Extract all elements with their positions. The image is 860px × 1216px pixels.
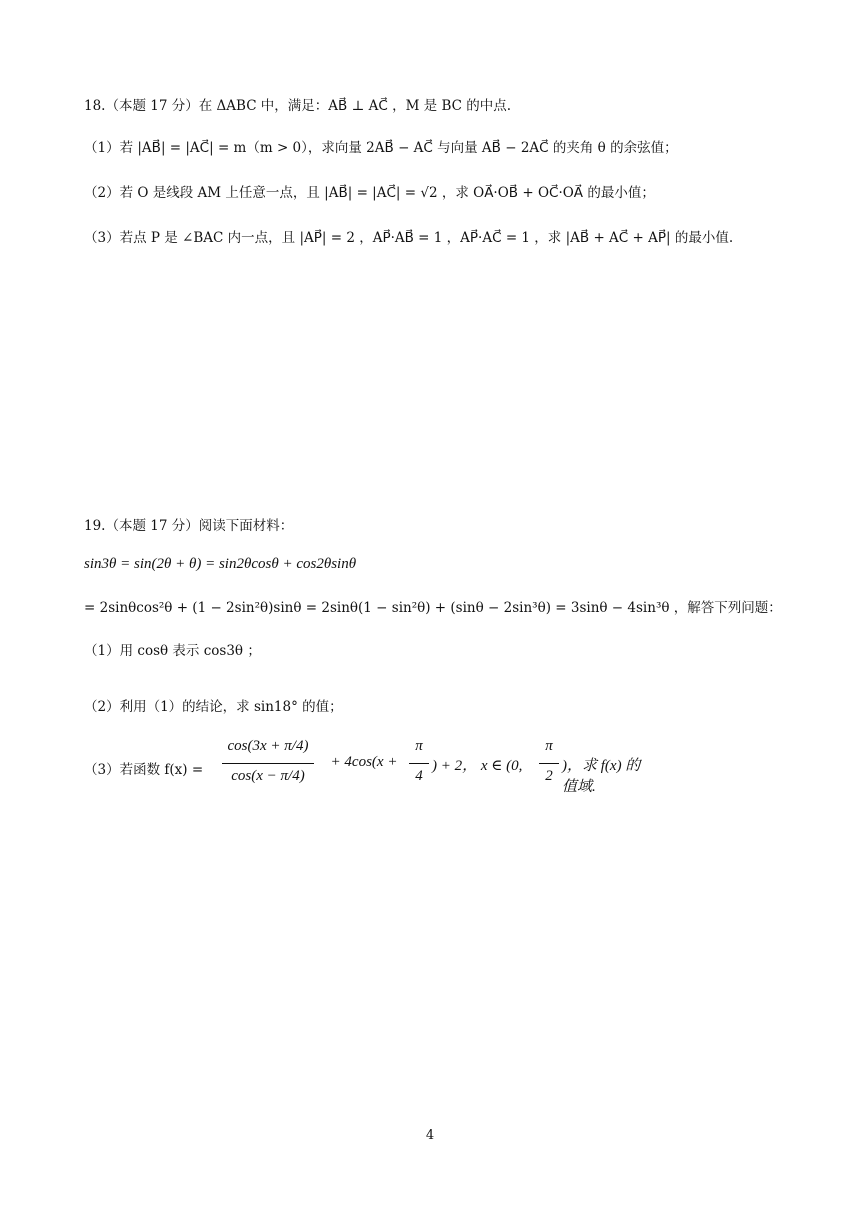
formula-middle: + 4cos(x + (330, 754, 398, 770)
formula-suffix: )，求 f(x) 的值域. (562, 758, 641, 795)
pi-denominator-four: 4 (415, 768, 423, 784)
interval-fraction-bar (539, 763, 559, 764)
fraction-denominator: cos(x − π/4) (231, 768, 305, 784)
pi-numerator: π (415, 738, 423, 754)
q19-equation-2: = 2sinθcos²θ + (1 − 2sin²θ)sinθ = 2sinθ(1 − sin²θ) + (sinθ − 2sin³θ) = 3sinθ − 4sin³θ ，解答下列问题： (84, 600, 782, 616)
q18-part2: （2）若 O 是线段 AM 上任意一点，且 |AB⃗| = |AC⃗| = √2 ，求 OA⃗·OB⃗ + OC⃗·OA⃗ 的最小值； (84, 185, 655, 201)
q19-equation-1: sin3θ = sin(2θ + θ) = sin2θcosθ + cos2θsinθ (84, 556, 357, 572)
q19-part1: （1）用 cosθ 表示 cos3θ ； (84, 643, 261, 659)
q18-part1: （1）若 |AB⃗| = |AC⃗| = m（m > 0），求向量 2AB⃗ − AC⃗ 与向量 AB⃗ − 2AC⃗ 的夹角 θ 的余弦值； (84, 140, 678, 156)
q18-part3: （3）若点 P 是 ∠BAC 内一点，且 |AP⃗| = 2 ，AP⃗·AB⃗ = 1 ，AP⃗·AC⃗ = 1 ，求 |AB⃗ + AC⃗ + AP⃗| 的最小值. (84, 230, 734, 246)
q19-header: 19.（本题 17 分）阅读下面材料： (84, 518, 294, 534)
fraction-numerator: cos(3x + π/4) (227, 738, 309, 754)
pi-fraction-bar (409, 763, 429, 764)
interval-pi: π (545, 738, 553, 754)
formula-after: ) + 2， x ∈ (0, (432, 758, 523, 774)
q19-part3-formula (222, 736, 642, 814)
q19-part2: （2）利用（1）的结论，求 sin18° 的值； (84, 699, 343, 715)
interval-two: 2 (545, 768, 553, 784)
q18-header: 18.（本题 17 分）在 ΔABC 中，满足：AB⃗ ⊥ AC⃗ ，M 是 BC 的中点. (84, 98, 512, 114)
page-number: 4 (425, 1128, 435, 1143)
fraction-bar (222, 763, 314, 764)
q19-part3-prefix: （3）若函数 f(x) = (84, 762, 204, 778)
